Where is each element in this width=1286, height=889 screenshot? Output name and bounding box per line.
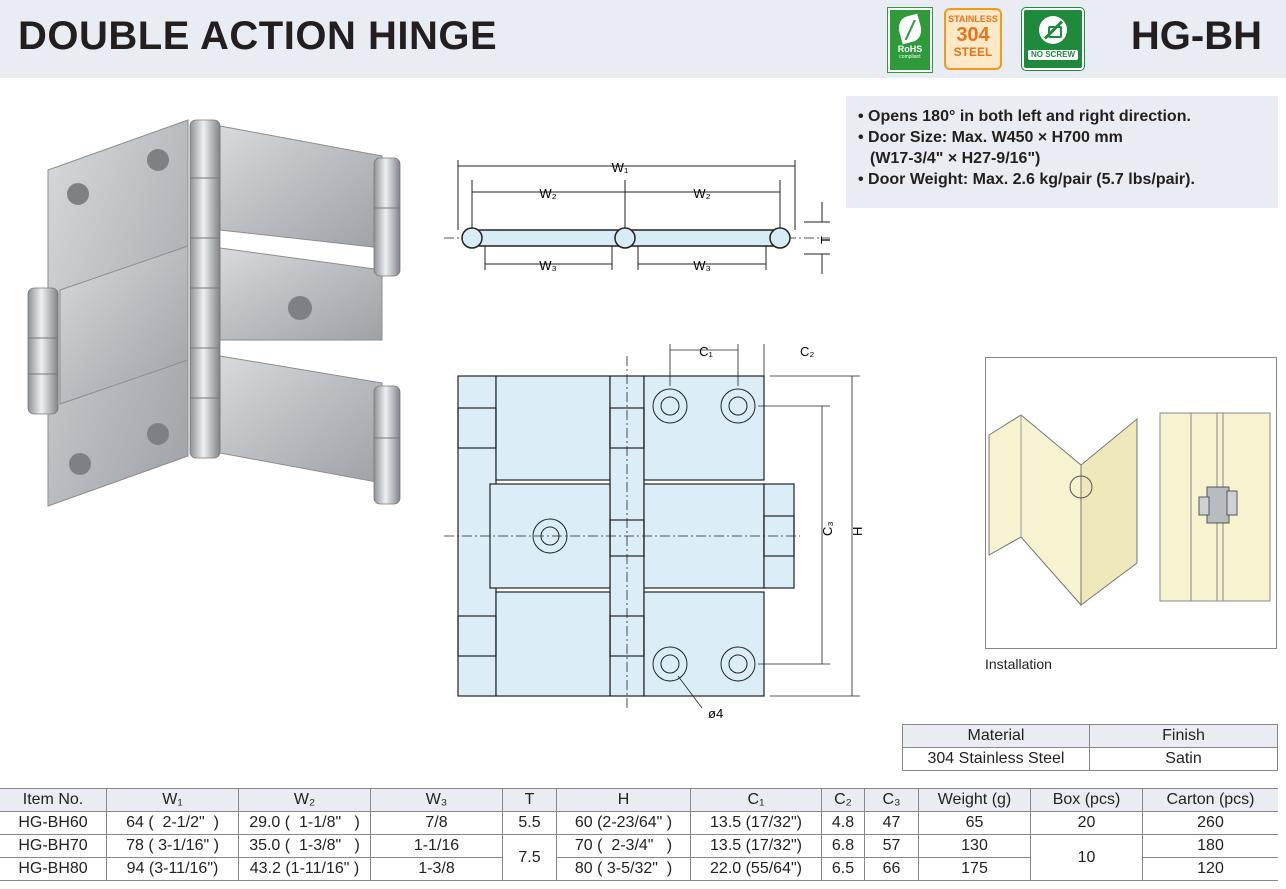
feature-item: • Door Weight: Max. 2.6 kg/pair (5.7 lbs/pair). [858,171,1195,188]
cell: 80 ( 3-5/32" ) [557,858,691,881]
feature-item: • Door Size: Max. W450 × H700 mm [858,129,1123,146]
w2-label-left: W₂ [539,186,557,201]
top-view-drawing [440,150,840,280]
col-c2: C₂ [822,789,865,812]
c1-label: C₁ [699,344,713,359]
w1-label: W₁ [611,160,629,175]
material-header: Material [903,725,1090,748]
cell: 29.0 ( 1-1/8" ) [239,812,371,835]
steel-badge-line1: STAINLESS [948,14,998,24]
installation-illustration [985,357,1277,649]
cell: 60 (2-23/64" ) [557,812,691,835]
cell: 94 (3-11/16") [107,858,239,881]
cell: 175 [919,858,1031,881]
hinge-photo [20,108,432,508]
front-view-drawing [440,336,870,728]
col-item-no: Item No. [0,789,107,812]
col-t: T [503,789,557,812]
cell: 70 ( 2-3/4" ) [557,835,691,858]
cell: 180 [1143,835,1279,858]
cell: 22.0 (55/64") [691,858,822,881]
cell: 7/8 [371,812,503,835]
table-header-row [0,789,1278,812]
page-title: DOUBLE ACTION HINGE [18,14,498,58]
col-w1: W₁ [107,789,239,812]
cell: 43.2 (1-11/16" ) [239,858,371,881]
col-carton: Carton (pcs) [1143,789,1279,812]
features-box [846,96,1278,208]
cell: 5.5 [503,812,557,835]
material-value: 304 Stainless Steel [903,748,1090,771]
w3-label-right: W₃ [693,258,711,273]
cell: 20 [1031,812,1143,835]
cell: 65 [919,812,1031,835]
cell: HG-BH70 [0,835,107,858]
cell: 66 [865,858,919,881]
no-screw-icon [1039,16,1067,44]
col-box: Box (pcs) [1031,789,1143,812]
rohs-label: RoHS [897,44,923,54]
col-c3: C₃ [865,789,919,812]
leaf-icon [896,14,924,45]
table-row [903,748,1278,771]
cell: 64 ( 2-1/2" ) [107,812,239,835]
cell: HG-BH60 [0,812,107,835]
w3-label-left: W₃ [539,258,557,273]
t-label: T [818,236,833,244]
w2-label-right: W₂ [693,186,711,201]
cell: 1-3/8 [371,858,503,881]
col-weight: Weight (g) [919,789,1031,812]
cell: 13.5 (17/32") [691,812,822,835]
steel-badge-line3: STEEL [953,45,993,59]
h-label: H [850,526,865,536]
cell: 120 [1143,858,1279,881]
cell: 13.5 (17/32") [691,835,822,858]
cell: 6.8 [822,835,865,858]
cell: 1-1/16 [371,835,503,858]
cell: 47 [865,812,919,835]
feature-item: • Opens 180° in both left and right direction. [858,108,1191,125]
feature-item: (W17-3/4" × H27-9/16") [870,150,1041,167]
cell: 10 [1031,835,1143,881]
col-c1: C₁ [691,789,822,812]
stainless-steel-badge [944,8,1002,70]
finish-value: Satin [1090,748,1278,771]
no-screw-label: NO SCREW [1028,50,1078,60]
diameter-label: ø4 [708,706,724,721]
header-bar [0,0,1286,78]
cell: 35.0 ( 1-3/8" ) [239,835,371,858]
cell: 130 [919,835,1031,858]
rohs-sub: compliant [899,54,921,60]
col-w3: W₃ [371,789,503,812]
cell: HG-BH80 [0,858,107,881]
col-h: H [557,789,691,812]
cell: 6.5 [822,858,865,881]
installation-caption: Installation [985,656,1052,672]
table-row [0,812,1278,835]
col-w2: W₂ [239,789,371,812]
spec-table [0,788,1278,881]
cell: 57 [865,835,919,858]
material-table [902,724,1278,771]
c2-label: C₂ [800,344,815,359]
rohs-badge [888,8,932,72]
cell: 260 [1143,812,1279,835]
c3-label: C₃ [820,521,835,536]
cell: 4.8 [822,812,865,835]
finish-header: Finish [1090,725,1278,748]
model-code: HG-BH [1130,14,1262,58]
cell: 7.5 [503,835,557,881]
table-row [0,835,1278,858]
no-screw-badge [1022,8,1084,70]
features-list [858,106,1278,190]
cell: 78 ( 3-1/16" ) [107,835,239,858]
table-header-row [903,725,1278,748]
steel-badge-line2: 304 [956,24,990,46]
